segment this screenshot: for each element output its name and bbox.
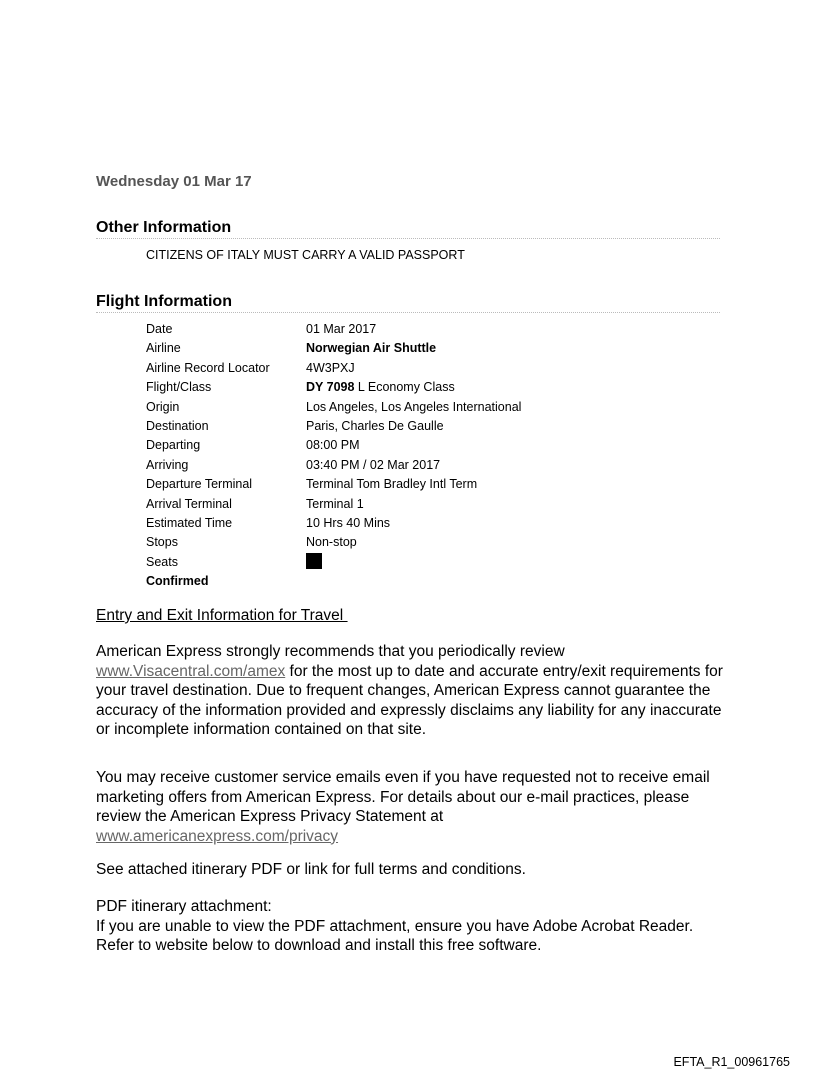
flight-value: 03:40 PM / 02 Mar 2017 bbox=[306, 457, 441, 472]
flight-row-record-locator bbox=[146, 359, 521, 378]
flight-row-arrival-terminal bbox=[146, 495, 521, 514]
paragraph-text: You may receive customer service emails even if you have requested not to receive email marketing offers from American Express. For details about our e-mail practices, please review the American Express Privacy Statement at bbox=[96, 769, 710, 825]
other-information-title: Other Information bbox=[96, 218, 720, 239]
flight-row-arriving bbox=[146, 456, 521, 475]
flight-label: Origin bbox=[146, 399, 180, 414]
paragraph-text: for the most up to date and accurate entry/exit requirements for your travel destination. Due to frequent changes, American Express cannot guarantee the accuracy of the information provided and expressly disclaims any liability for any inaccurate or incomplete information contained on that site. bbox=[96, 662, 723, 738]
flight-label: Arriving bbox=[146, 457, 189, 472]
redacted-seat-box bbox=[306, 553, 322, 569]
entry-exit-title: Entry and Exit Information for Travel bbox=[96, 607, 348, 624]
flight-value: Los Angeles, Los Angeles International bbox=[306, 399, 522, 414]
flight-value: 08:00 PM bbox=[306, 438, 360, 453]
flight-row-departure-terminal bbox=[146, 475, 521, 494]
flight-row-destination bbox=[146, 417, 521, 436]
flight-value: 10 Hrs 40 Mins bbox=[306, 515, 391, 530]
flight-label: Seats bbox=[146, 554, 178, 569]
flight-label: Date bbox=[146, 322, 173, 336]
flight-details-table bbox=[146, 320, 521, 591]
flight-value: Non-stop bbox=[306, 535, 357, 550]
flight-value: Paris, Charles De Gaulle bbox=[306, 418, 444, 433]
visacentral-link[interactable]: www.Visacentral.com/amex bbox=[96, 662, 286, 680]
flight-value: Terminal Tom Bradley Intl Term bbox=[306, 477, 478, 492]
flight-class: L Economy Class bbox=[354, 380, 455, 395]
other-information-text: CITIZENS OF ITALY MUST CARRY A VALID PASSPORT bbox=[146, 248, 465, 262]
privacy-paragraph bbox=[96, 768, 726, 846]
flight-row-origin bbox=[146, 398, 521, 417]
date-heading: Wednesday 01 Mar 17 bbox=[96, 173, 252, 190]
pdf-paragraph bbox=[96, 897, 726, 956]
document-id: EFTA_R1_00961765 bbox=[673, 1055, 790, 1069]
flight-value bbox=[306, 553, 322, 572]
flight-row-status bbox=[146, 572, 521, 591]
flight-value bbox=[306, 378, 455, 397]
flight-row-date bbox=[146, 320, 521, 339]
flight-row-flight-class bbox=[146, 378, 521, 397]
privacy-link[interactable]: www.americanexpress.com/privacy bbox=[96, 827, 339, 845]
flight-row-departing bbox=[146, 436, 521, 455]
flight-label: Departing bbox=[146, 438, 201, 453]
flight-value: 4W3PXJ bbox=[306, 360, 355, 375]
flight-label: Airline bbox=[146, 341, 181, 356]
flight-information-title: Flight Information bbox=[96, 292, 720, 313]
flight-label: Stops bbox=[146, 535, 178, 550]
flight-value: 01 Mar 2017 bbox=[306, 322, 377, 336]
flight-row-seats bbox=[146, 553, 521, 572]
flight-label: Departure Terminal bbox=[146, 477, 253, 492]
flight-label: Flight/Class bbox=[146, 380, 212, 395]
pdf-text: If you are unable to view the PDF attachment, ensure you have Adobe Acrobat Reader. Refer to website below to download and install this free software. bbox=[96, 917, 694, 954]
flight-row-estimated-time bbox=[146, 514, 521, 533]
flight-label: Arrival Terminal bbox=[146, 496, 232, 511]
pdf-heading: PDF itinerary attachment: bbox=[96, 898, 272, 915]
flight-label: Airline Record Locator bbox=[146, 360, 270, 375]
flight-label: Destination bbox=[146, 418, 209, 433]
entry-exit-paragraph bbox=[96, 642, 726, 740]
flight-value: Terminal 1 bbox=[306, 496, 364, 511]
flight-number: DY 7098 bbox=[306, 380, 355, 395]
terms-paragraph: See attached itinerary PDF or link for full terms and conditions. bbox=[96, 861, 526, 878]
booking-status: Confirmed bbox=[146, 574, 209, 589]
flight-label: Estimated Time bbox=[146, 515, 233, 530]
flight-row-stops bbox=[146, 533, 521, 552]
flight-row-airline bbox=[146, 339, 521, 358]
flight-value: Norwegian Air Shuttle bbox=[306, 341, 437, 356]
paragraph-text: American Express strongly recommends that you periodically review bbox=[96, 643, 565, 660]
